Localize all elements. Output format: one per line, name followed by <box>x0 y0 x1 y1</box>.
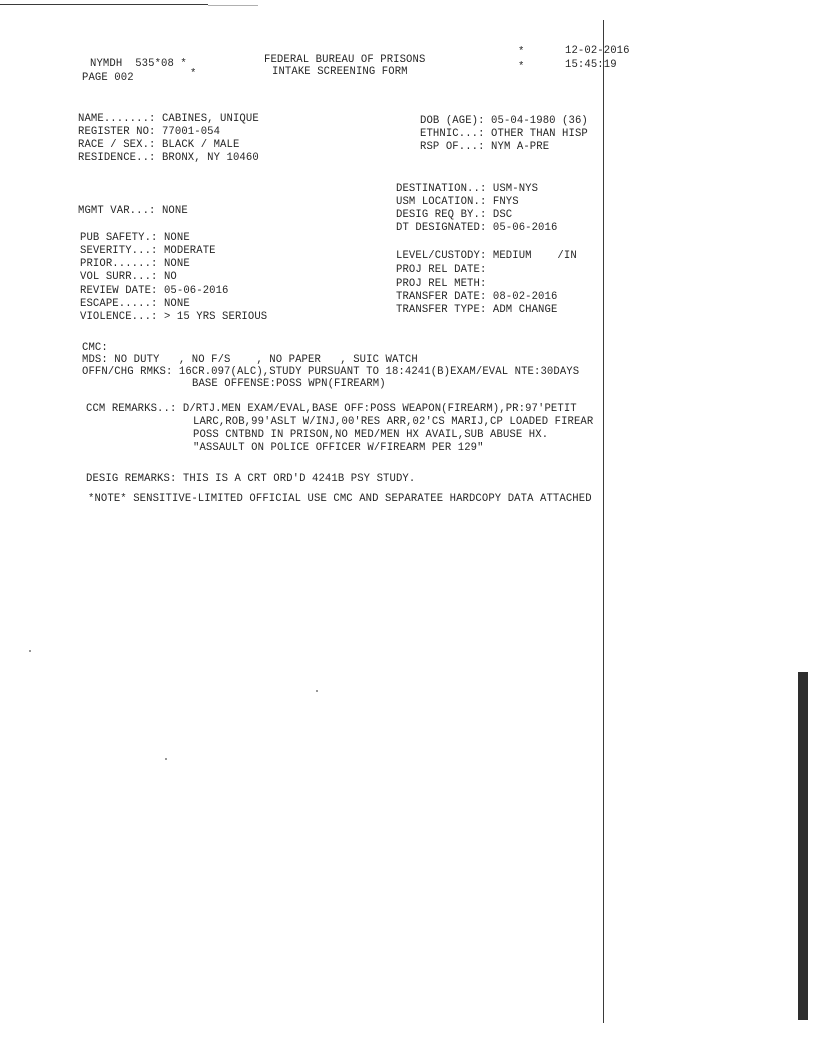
cmc-label: CMC: <box>82 342 108 354</box>
public-safety: PUB SAFETY.: NONE <box>80 232 190 244</box>
projected-release-method: PROJ REL METH: <box>396 278 487 290</box>
violence: VIOLENCE...: > 15 YRS SERIOUS <box>80 311 268 323</box>
report-time: 15:45:19 <box>565 59 617 71</box>
header-star: * <box>190 68 197 80</box>
severity: SEVERITY...: MODERATE <box>80 245 216 257</box>
station-code: NYMDH 535*08 * <box>90 58 187 70</box>
ccm-remarks-line: LARC,ROB,99'ASLT W/INJ,00'RES ARR,02'CS MARIJ,CP LOADED FIREAR <box>193 416 594 428</box>
report-date: 12-02-2016 <box>565 45 630 57</box>
ccm-remarks-line: POSS CNTBND IN PRISON,NO MED/MEN HX AVAIL,SUB ABUSE HX. <box>193 429 549 441</box>
desig-requested-by: DESIG REQ BY.: DSC <box>396 209 513 221</box>
residence: RESIDENCE..: BRONX, NY 10460 <box>78 152 259 164</box>
offense-remarks: OFFN/CHG RMKS: 16CR.097(ALC),STUDY PURSUANT TO 18:4241(B)EXAM/EVAL NTE:30DAYS <box>82 366 580 378</box>
ccm-remarks: CCM REMARKS..: D/RTJ.MEN EXAM/EVAL,BASE OFF:POSS WEAPON(FIREARM),PR:97'PETIT <box>86 403 577 415</box>
scan-edge-bar <box>798 672 808 1020</box>
ccm-remarks-line: "ASSAULT ON POLICE OFFICER W/FIREARM PER 129" <box>193 442 484 454</box>
top-rule <box>0 4 208 5</box>
responsibility-office: RSP OF...: NYM A-PRE <box>420 141 550 153</box>
date-of-birth: DOB (AGE): 05-04-1980 (36) <box>420 115 588 127</box>
ethnicity: ETHNIC...: OTHER THAN HISP <box>420 128 588 140</box>
scan-speck <box>29 650 31 652</box>
register-number: REGISTER NO: 77001-054 <box>78 126 221 138</box>
transfer-type: TRANSFER TYPE: ADM CHANGE <box>396 304 558 316</box>
destination: DESTINATION..: USM-NYS <box>396 183 539 195</box>
mds-line: MDS: NO DUTY , NO F/S , NO PAPER , SUIC WATCH <box>82 354 418 366</box>
agency-title: FEDERAL BUREAU OF PRISONS <box>264 54 426 66</box>
transfer-date: TRANSFER DATE: 08-02-2016 <box>396 291 558 303</box>
scan-speck <box>165 758 167 760</box>
designation-remarks: DESIG REMARKS: THIS IS A CRT ORD'D 4241B PSY STUDY. <box>86 473 416 485</box>
top-rule-faint <box>208 5 258 6</box>
management-variable: MGMT VAR...: NONE <box>78 205 188 217</box>
race-sex: RACE / SEX.: BLACK / MALE <box>78 139 240 151</box>
header-star-right: * <box>518 46 525 58</box>
date-designated: DT DESIGNATED: 05-06-2016 <box>396 222 558 234</box>
base-offense: BASE OFFENSE:POSS WPN(FIREARM) <box>192 378 386 390</box>
page-number: PAGE 002 <box>82 72 134 84</box>
prior: PRIOR......: NONE <box>80 258 190 270</box>
voluntary-surrender: VOL SURR...: NO <box>80 271 177 283</box>
usm-location: USM LOCATION.: FNYS <box>396 196 519 208</box>
form-title: INTAKE SCREENING FORM <box>272 66 408 78</box>
sensitivity-note: *NOTE* SENSITIVE-LIMITED OFFICIAL USE CMC AND SEPARATEE HARDCOPY DATA ATTACHED <box>88 493 592 505</box>
inmate-name: NAME.......: CABINES, UNIQUE <box>78 113 259 125</box>
scan-speck <box>316 690 318 692</box>
level-custody: LEVEL/CUSTODY: MEDIUM /IN <box>396 250 577 262</box>
scan-vertical-line <box>603 20 604 1023</box>
projected-release-date: PROJ REL DATE: <box>396 264 487 276</box>
header-star-right: * <box>518 61 525 73</box>
escape: ESCAPE.....: NONE <box>80 298 190 310</box>
review-date: REVIEW DATE: 05-06-2016 <box>80 285 229 297</box>
